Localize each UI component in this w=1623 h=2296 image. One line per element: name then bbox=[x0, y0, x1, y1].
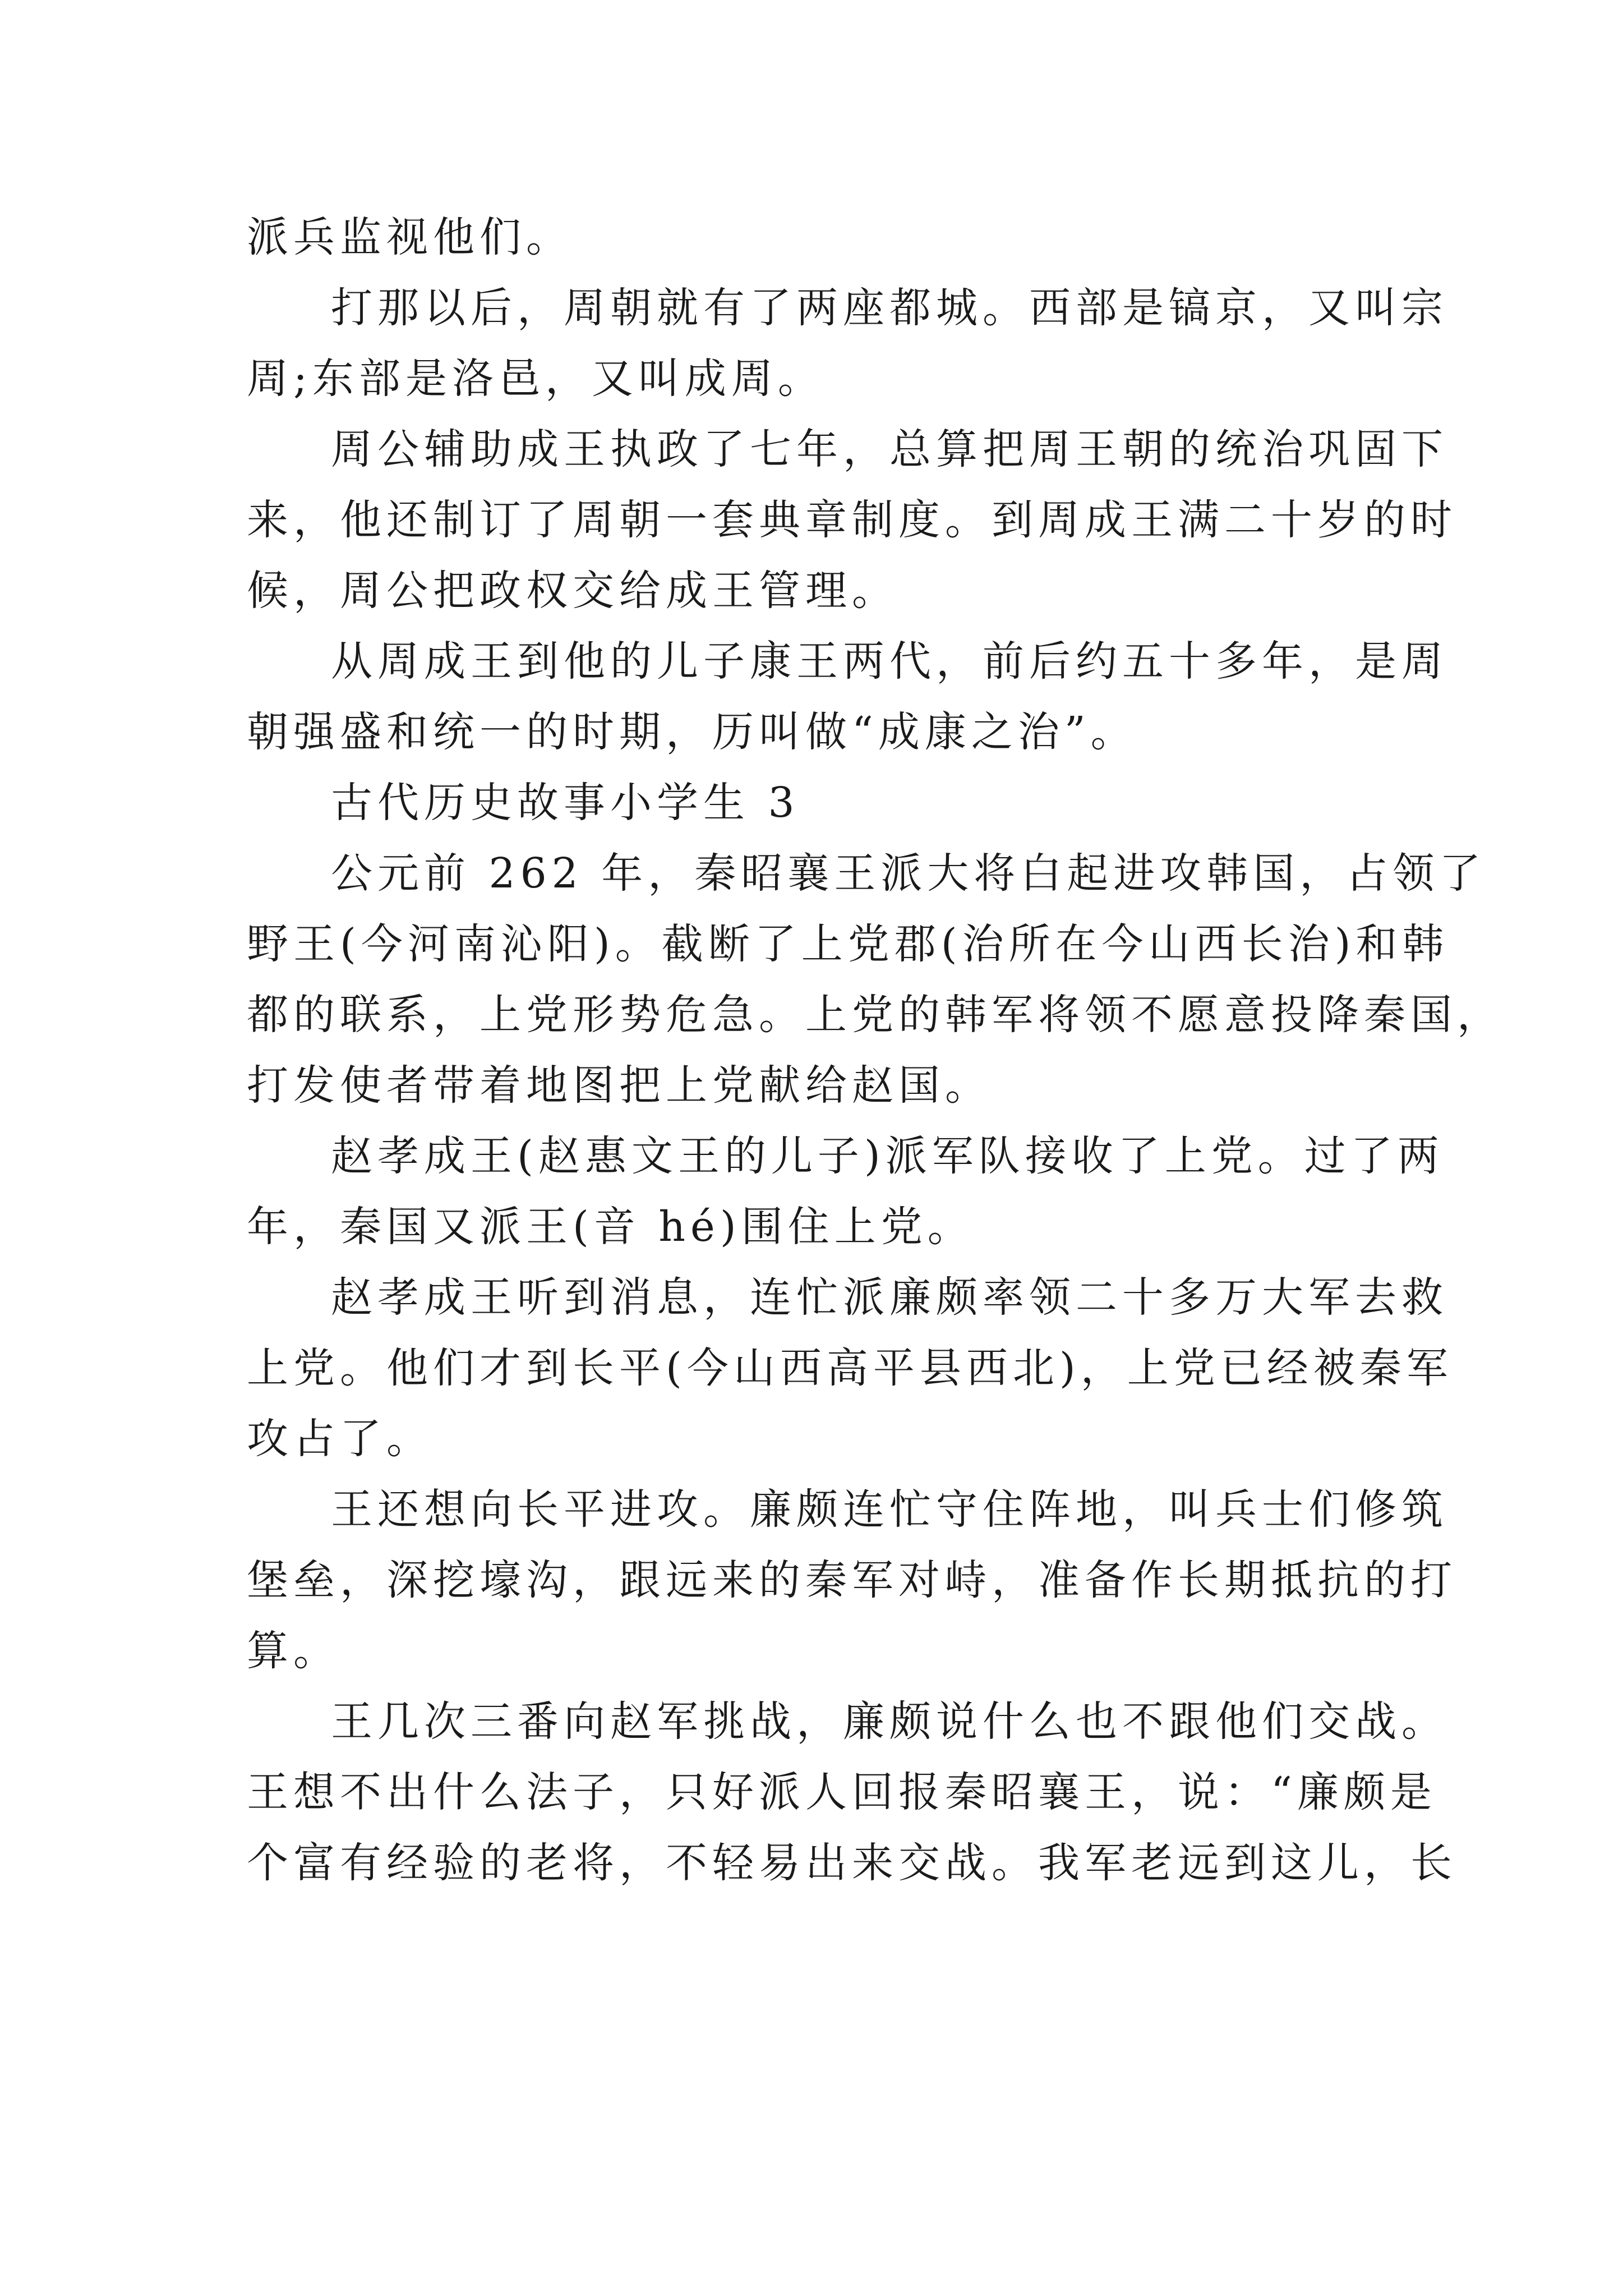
text-line-6: 候，周公把政权交给成王管理。 bbox=[247, 567, 898, 615]
text-line-15: 年，秦国又派王(音 hé)围住上党。 bbox=[247, 1203, 974, 1251]
text-line-3: 周;东部是洛邑，又叫成周。 bbox=[247, 355, 824, 403]
text-line-24: 个富有经验的老将，不轻易出来交战。我军老远到这儿，长 bbox=[247, 1839, 1457, 1887]
text-line-23: 王想不出什么法子，只好派人回报秦昭襄王，说：“廉颇是 bbox=[247, 1768, 1437, 1816]
text-line-18: 攻占了。 bbox=[247, 1415, 433, 1463]
document-body bbox=[247, 202, 1504, 1898]
text-line-11: 野王(今河南沁阳)。截断了上党郡(治所在今山西长治)和韩 bbox=[247, 920, 1449, 968]
text-line-8: 朝强盛和统一的时期，历叫做“成康之治”。 bbox=[247, 708, 1137, 756]
text-line-4: 周公辅助成王执政了七年，总算把周王朝的统治巩固下 bbox=[331, 425, 1448, 473]
text-line-17: 上党。他们才到长平(今山西高平县西北)，上党已经被秦军 bbox=[247, 1344, 1453, 1392]
text-line-19: 王还想向长平进攻。廉颇连忙守住阵地，叫兵士们修筑 bbox=[331, 1485, 1448, 1534]
section-heading: 古代历史故事小学生 3 bbox=[331, 779, 800, 827]
text-line-2: 打那以后，周朝就有了两座都城。西部是镐京，又叫宗 bbox=[331, 284, 1448, 332]
text-line-1: 派兵监视他们。 bbox=[247, 213, 573, 261]
text-line-12: 都的联系，上党形势危急。上党的韩军将领不愿意投降秦国， bbox=[247, 991, 1504, 1039]
text-line-14: 赵孝成王(赵惠文王的儿子)派军队接收了上党。过了两 bbox=[331, 1132, 1444, 1180]
text-line-20: 堡垒，深挖壕沟，跟远来的秦军对峙，准备作长期抵抗的打 bbox=[247, 1556, 1457, 1604]
text-line-16: 赵孝成王听到消息，连忙派廉颇率领二十多万大军去救 bbox=[331, 1273, 1448, 1322]
text-line-21: 算。 bbox=[247, 1627, 340, 1675]
text-line-10: 公元前 262 年，秦昭襄王派大将白起进攻韩国，占领了 bbox=[331, 849, 1486, 898]
text-line-13: 打发使者带着地图把上党献给赵国。 bbox=[247, 1061, 992, 1110]
text-line-5: 来，他还制订了周朝一套典章制度。到周成王满二十岁的时 bbox=[247, 496, 1457, 544]
text-line-22: 王几次三番向赵军挑战，廉颇说什么也不跟他们交战。 bbox=[331, 1697, 1448, 1746]
text-line-7: 从周成王到他的儿子康王两代，前后约五十多年，是周 bbox=[331, 637, 1448, 685]
